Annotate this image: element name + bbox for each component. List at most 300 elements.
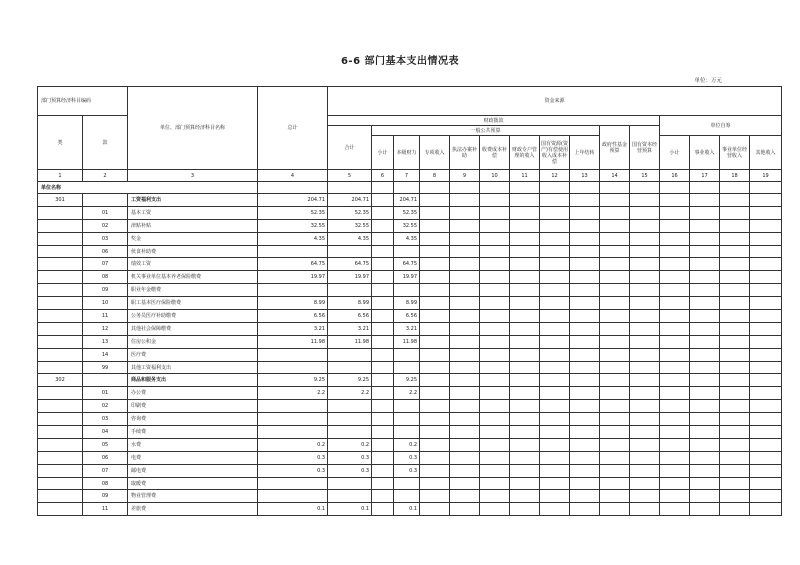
row-empty-cell	[510, 451, 540, 464]
row-empty-cell	[510, 361, 540, 374]
row-empty-cell	[570, 400, 600, 413]
row-empty-cell	[570, 348, 600, 361]
header-other-income: 其他收入	[750, 136, 782, 170]
row-lei	[38, 503, 83, 516]
row-empty-cell	[630, 297, 660, 310]
row-empty-cell	[540, 438, 570, 451]
row-empty-cell	[420, 258, 450, 271]
row-kuan: 99	[83, 361, 128, 374]
row-empty-cell	[690, 348, 720, 361]
row-empty-cell	[420, 219, 450, 232]
row-empty-cell	[720, 451, 750, 464]
row-empty-cell	[600, 271, 630, 284]
row-empty-cell	[600, 464, 630, 477]
row-empty-cell	[600, 387, 630, 400]
row-empty-cell	[690, 490, 720, 503]
row-lei	[38, 400, 83, 413]
row-level-fiscal	[394, 245, 420, 258]
row-empty-cell	[690, 206, 720, 219]
row-empty-cell	[750, 206, 782, 219]
row-empty-cell	[510, 438, 540, 451]
row-lei	[38, 490, 83, 503]
row-empty-cell	[690, 400, 720, 413]
row-empty-cell	[450, 219, 480, 232]
row-gb-subtotal	[372, 451, 394, 464]
row-kuan: 10	[83, 297, 128, 310]
row-kuan	[83, 374, 128, 387]
row-empty-cell	[450, 271, 480, 284]
column-number: 8	[420, 170, 450, 182]
table-row	[38, 245, 782, 258]
row-total: 3.21	[258, 322, 328, 335]
row-total: 11.98	[258, 335, 328, 348]
row-fiscal-sum: 2.2	[328, 387, 372, 400]
column-number: 2	[83, 170, 128, 182]
row-fiscal-sum	[328, 400, 372, 413]
row-empty-cell	[420, 413, 450, 426]
header-kuan: 款	[83, 116, 128, 170]
row-empty-cell	[690, 438, 720, 451]
row-empty-cell	[570, 322, 600, 335]
row-empty-cell	[720, 348, 750, 361]
row-empty-cell	[450, 335, 480, 348]
row-empty-cell	[660, 284, 690, 297]
row-empty-cell	[540, 348, 570, 361]
row-empty-cell	[630, 335, 660, 348]
row-kuan: 08	[83, 271, 128, 284]
row-gb-subtotal	[372, 400, 394, 413]
row-empty-cell	[660, 297, 690, 310]
row-fiscal-sum: 0.1	[328, 503, 372, 516]
row-total: 204.71	[258, 194, 328, 207]
row-empty-cell	[660, 348, 690, 361]
column-number: 15	[630, 170, 660, 182]
row-level-fiscal	[394, 284, 420, 297]
row-gb-subtotal	[372, 194, 394, 207]
row-gb-subtotal	[372, 322, 394, 335]
row-empty-cell	[510, 219, 540, 232]
unit-label: 单位：万元	[694, 78, 722, 84]
row-kuan: 02	[83, 400, 128, 413]
row-empty-cell	[450, 284, 480, 297]
row-name: 物业管理费	[128, 490, 258, 503]
row-empty-cell	[600, 297, 630, 310]
column-number: 17	[690, 170, 720, 182]
row-empty-cell	[510, 503, 540, 516]
row-empty-cell	[540, 271, 570, 284]
row-empty-cell	[660, 503, 690, 516]
row-empty-cell	[480, 194, 510, 207]
row-empty-cell	[420, 206, 450, 219]
row-fiscal-sum	[328, 361, 372, 374]
row-gb-subtotal	[372, 335, 394, 348]
row-gb-subtotal	[372, 490, 394, 503]
row-empty-cell	[510, 297, 540, 310]
row-empty-cell	[690, 503, 720, 516]
row-empty-cell	[630, 374, 660, 387]
row-level-fiscal: 11.98	[394, 335, 420, 348]
row-empty-cell	[570, 490, 600, 503]
column-number: 9	[450, 170, 480, 182]
row-name: 咨询费	[128, 413, 258, 426]
row-empty-cell	[420, 271, 450, 284]
row-total: 19.97	[258, 271, 328, 284]
row-gb-subtotal	[372, 348, 394, 361]
row-empty-cell	[720, 426, 750, 439]
header-level-fiscal: 本级财力	[394, 136, 420, 170]
row-empty-cell	[600, 322, 630, 335]
row-empty-cell	[450, 451, 480, 464]
header-state-assets: 国有资源(资产)有偿使用收入成本补偿	[540, 136, 570, 170]
row-empty-cell	[600, 194, 630, 207]
row-empty-cell	[750, 348, 782, 361]
row-empty-cell	[480, 335, 510, 348]
row-empty-cell	[450, 413, 480, 426]
row-empty-cell	[720, 413, 750, 426]
column-number: 7	[394, 170, 420, 182]
row-kuan: 06	[83, 245, 128, 258]
row-level-fiscal	[394, 348, 420, 361]
row-name: 医疗费	[128, 348, 258, 361]
row-empty-cell	[510, 426, 540, 439]
row-empty-cell	[570, 413, 600, 426]
row-name: 商品和服务支出	[128, 374, 258, 387]
row-lei	[38, 438, 83, 451]
row-fiscal-sum: 9.25	[328, 374, 372, 387]
row-gb-subtotal	[372, 464, 394, 477]
row-empty-cell	[600, 245, 630, 258]
row-empty-cell	[750, 413, 782, 426]
row-empty-cell	[570, 503, 600, 516]
row-empty-cell	[450, 297, 480, 310]
row-name: 住房公积金	[128, 335, 258, 348]
row-kuan: 09	[83, 284, 128, 297]
row-gb-subtotal	[372, 219, 394, 232]
row-empty-cell	[750, 387, 782, 400]
table-row	[38, 206, 782, 219]
row-empty-cell	[660, 194, 690, 207]
row-fiscal-sum	[328, 284, 372, 297]
row-empty-cell	[420, 374, 450, 387]
row-empty-cell	[720, 258, 750, 271]
row-lei	[38, 426, 83, 439]
header-gb-subtotal: 小计	[372, 136, 394, 170]
row-empty-cell	[540, 374, 570, 387]
row-empty-cell	[720, 284, 750, 297]
row-empty-cell	[420, 387, 450, 400]
row-empty-cell	[420, 322, 450, 335]
row-empty-cell	[450, 348, 480, 361]
table-row	[38, 426, 782, 439]
expenditure-table	[37, 86, 782, 516]
row-lei	[38, 361, 83, 374]
row-gb-subtotal	[372, 258, 394, 271]
row-level-fiscal	[394, 477, 420, 490]
row-empty-cell	[660, 361, 690, 374]
row-empty-cell	[660, 335, 690, 348]
row-empty-cell	[750, 258, 782, 271]
row-fiscal-sum: 19.97	[328, 271, 372, 284]
row-empty-cell	[690, 310, 720, 323]
row-empty-cell	[600, 258, 630, 271]
row-empty-cell	[540, 258, 570, 271]
row-empty-cell	[420, 451, 450, 464]
row-total: 8.99	[258, 297, 328, 310]
row-empty-cell	[450, 426, 480, 439]
row-name: 奖金	[128, 232, 258, 245]
row-empty-cell	[510, 322, 540, 335]
row-fiscal-sum: 32.55	[328, 219, 372, 232]
row-lei	[38, 477, 83, 490]
row-empty-cell	[750, 335, 782, 348]
row-empty-cell	[450, 245, 480, 258]
header-general-budget: 一般公共预算	[372, 126, 600, 136]
row-empty-cell	[540, 310, 570, 323]
row-empty-cell	[420, 310, 450, 323]
row-gb-subtotal	[372, 271, 394, 284]
row-kuan: 11	[83, 310, 128, 323]
row-empty-cell	[660, 426, 690, 439]
row-empty-cell	[420, 284, 450, 297]
row-empty-cell	[750, 271, 782, 284]
header-career-income: 事业收入	[690, 136, 720, 170]
row-fiscal-sum: 64.75	[328, 258, 372, 271]
row-kuan: 13	[83, 335, 128, 348]
row-empty-cell	[510, 284, 540, 297]
row-empty-cell	[540, 426, 570, 439]
row-empty-cell	[750, 400, 782, 413]
row-empty-cell	[570, 258, 600, 271]
row-empty-cell	[660, 232, 690, 245]
row-empty-cell	[660, 438, 690, 451]
row-empty-cell	[750, 477, 782, 490]
row-empty-cell	[660, 258, 690, 271]
row-empty-cell	[660, 387, 690, 400]
table-row	[38, 503, 782, 516]
row-empty-cell	[690, 322, 720, 335]
row-total: 9.25	[258, 374, 328, 387]
row-empty-cell	[690, 464, 720, 477]
row-name: 基本工资	[128, 206, 258, 219]
row-empty-cell	[570, 297, 600, 310]
row-empty-cell	[630, 413, 660, 426]
column-number: 16	[660, 170, 690, 182]
row-empty-cell	[660, 477, 690, 490]
row-name: 其他社会保障缴费	[128, 322, 258, 335]
row-gb-subtotal	[372, 310, 394, 323]
row-name: 绩效工资	[128, 258, 258, 271]
row-empty-cell	[570, 284, 600, 297]
row-empty-cell	[480, 451, 510, 464]
row-empty-cell	[480, 374, 510, 387]
row-total	[258, 245, 328, 258]
row-total	[258, 477, 328, 490]
row-empty-cell	[720, 361, 750, 374]
column-number: 6	[372, 170, 394, 182]
row-empty-cell	[540, 490, 570, 503]
row-empty-cell	[600, 232, 630, 245]
row-empty-cell	[480, 503, 510, 516]
row-empty-cell	[630, 503, 660, 516]
row-empty-cell	[480, 271, 510, 284]
row-gb-subtotal	[372, 438, 394, 451]
header-enforcement: 执法办案补助	[450, 136, 480, 170]
row-empty-cell	[690, 451, 720, 464]
header-code-group: 部门预算经济科目编码	[38, 87, 128, 116]
column-number: 11	[510, 170, 540, 182]
row-empty-cell	[690, 387, 720, 400]
row-empty-cell	[750, 194, 782, 207]
row-empty-cell	[600, 206, 630, 219]
row-total	[258, 361, 328, 374]
row-empty-cell	[480, 206, 510, 219]
row-empty-cell	[660, 400, 690, 413]
page-title: 6-6 部门基本支出情况表	[340, 56, 460, 67]
row-empty-cell	[750, 438, 782, 451]
table-row	[38, 284, 782, 297]
row-gb-subtotal	[372, 361, 394, 374]
row-empty-cell	[660, 219, 690, 232]
row-empty-cell	[480, 477, 510, 490]
row-empty-cell	[510, 206, 540, 219]
row-name: 工资福利支出	[128, 194, 258, 207]
row-kuan: 08	[83, 477, 128, 490]
row-fiscal-sum: 8.99	[328, 297, 372, 310]
row-fiscal-sum: 0.3	[328, 451, 372, 464]
row-empty-cell	[480, 400, 510, 413]
row-kuan: 03	[83, 232, 128, 245]
row-level-fiscal: 64.75	[394, 258, 420, 271]
row-empty-cell	[690, 297, 720, 310]
row-kuan: 03	[83, 413, 128, 426]
row-empty-cell	[750, 464, 782, 477]
table-row	[38, 438, 782, 451]
row-empty-cell	[420, 490, 450, 503]
row-empty-cell	[480, 490, 510, 503]
row-empty-cell	[570, 206, 600, 219]
row-empty-cell	[540, 322, 570, 335]
row-empty-cell	[600, 361, 630, 374]
row-gb-subtotal	[372, 206, 394, 219]
row-empty-cell	[420, 438, 450, 451]
row-empty-cell	[600, 477, 630, 490]
row-empty-cell	[630, 387, 660, 400]
column-number: 12	[540, 170, 570, 182]
row-fiscal-sum: 52.35	[328, 206, 372, 219]
row-empty-cell	[630, 426, 660, 439]
row-empty-cell	[600, 451, 630, 464]
row-empty-cell	[570, 245, 600, 258]
row-gb-subtotal	[372, 374, 394, 387]
row-empty-cell	[510, 387, 540, 400]
row-name: 津贴补贴	[128, 219, 258, 232]
row-empty-cell	[510, 194, 540, 207]
row-empty-cell	[660, 310, 690, 323]
row-empty-cell	[420, 400, 450, 413]
row-empty-cell	[450, 438, 480, 451]
row-total: 64.75	[258, 258, 328, 271]
row-name: 取暖费	[128, 477, 258, 490]
row-fiscal-sum: 0.2	[328, 438, 372, 451]
row-empty-cell	[540, 284, 570, 297]
table-row	[38, 361, 782, 374]
row-empty-cell	[720, 271, 750, 284]
row-gb-subtotal	[372, 232, 394, 245]
row-name: 公务员医疗补助缴费	[128, 310, 258, 323]
row-level-fiscal	[394, 490, 420, 503]
row-level-fiscal: 4.35	[394, 232, 420, 245]
row-empty-cell	[630, 271, 660, 284]
row-empty-cell	[570, 451, 600, 464]
row-empty-cell	[510, 232, 540, 245]
row-empty-cell	[480, 232, 510, 245]
row-name: 手续费	[128, 426, 258, 439]
row-empty-cell	[540, 361, 570, 374]
row-fiscal-sum: 4.35	[328, 232, 372, 245]
row-level-fiscal: 0.1	[394, 503, 420, 516]
row-empty-cell	[540, 464, 570, 477]
row-level-fiscal	[394, 413, 420, 426]
row-lei	[38, 322, 83, 335]
row-empty-cell	[510, 490, 540, 503]
row-name: 职工基本医疗保险缴费	[128, 297, 258, 310]
row-name: 其他工资福利支出	[128, 361, 258, 374]
row-total	[258, 400, 328, 413]
row-empty-cell	[570, 310, 600, 323]
row-empty-cell	[690, 232, 720, 245]
row-empty-cell	[450, 400, 480, 413]
row-kuan	[83, 194, 128, 207]
row-empty-cell	[630, 245, 660, 258]
row-kuan: 01	[83, 206, 128, 219]
row-fiscal-sum	[328, 348, 372, 361]
row-empty-cell	[600, 438, 630, 451]
header-carryover: 上年结转	[570, 136, 600, 170]
row-empty-cell	[720, 335, 750, 348]
row-empty-cell	[630, 400, 660, 413]
header-subtotal: 合计	[328, 126, 372, 170]
row-empty-cell	[600, 490, 630, 503]
row-lei	[38, 413, 83, 426]
row-empty-cell	[540, 413, 570, 426]
row-empty-cell	[600, 400, 630, 413]
row-empty-cell	[540, 451, 570, 464]
table-row	[38, 232, 782, 245]
row-empty-cell	[690, 284, 720, 297]
row-empty-cell	[540, 206, 570, 219]
row-gb-subtotal	[372, 413, 394, 426]
column-number: 3	[128, 170, 258, 182]
row-empty-cell	[720, 322, 750, 335]
row-empty-cell	[510, 258, 540, 271]
row-total: 0.2	[258, 438, 328, 451]
row-empty-cell	[480, 258, 510, 271]
row-total: 0.1	[258, 503, 328, 516]
row-empty-cell	[540, 232, 570, 245]
row-empty-cell	[570, 438, 600, 451]
row-empty-cell	[570, 374, 600, 387]
row-empty-cell	[630, 219, 660, 232]
row-kuan: 02	[83, 219, 128, 232]
header-name: 单位、部门预算经济科目名称	[128, 87, 258, 170]
row-empty-cell	[720, 387, 750, 400]
row-empty-cell	[660, 322, 690, 335]
row-lei	[38, 232, 83, 245]
row-empty-cell	[510, 464, 540, 477]
row-empty-cell	[480, 284, 510, 297]
table-row	[38, 490, 782, 503]
row-empty-cell	[540, 400, 570, 413]
